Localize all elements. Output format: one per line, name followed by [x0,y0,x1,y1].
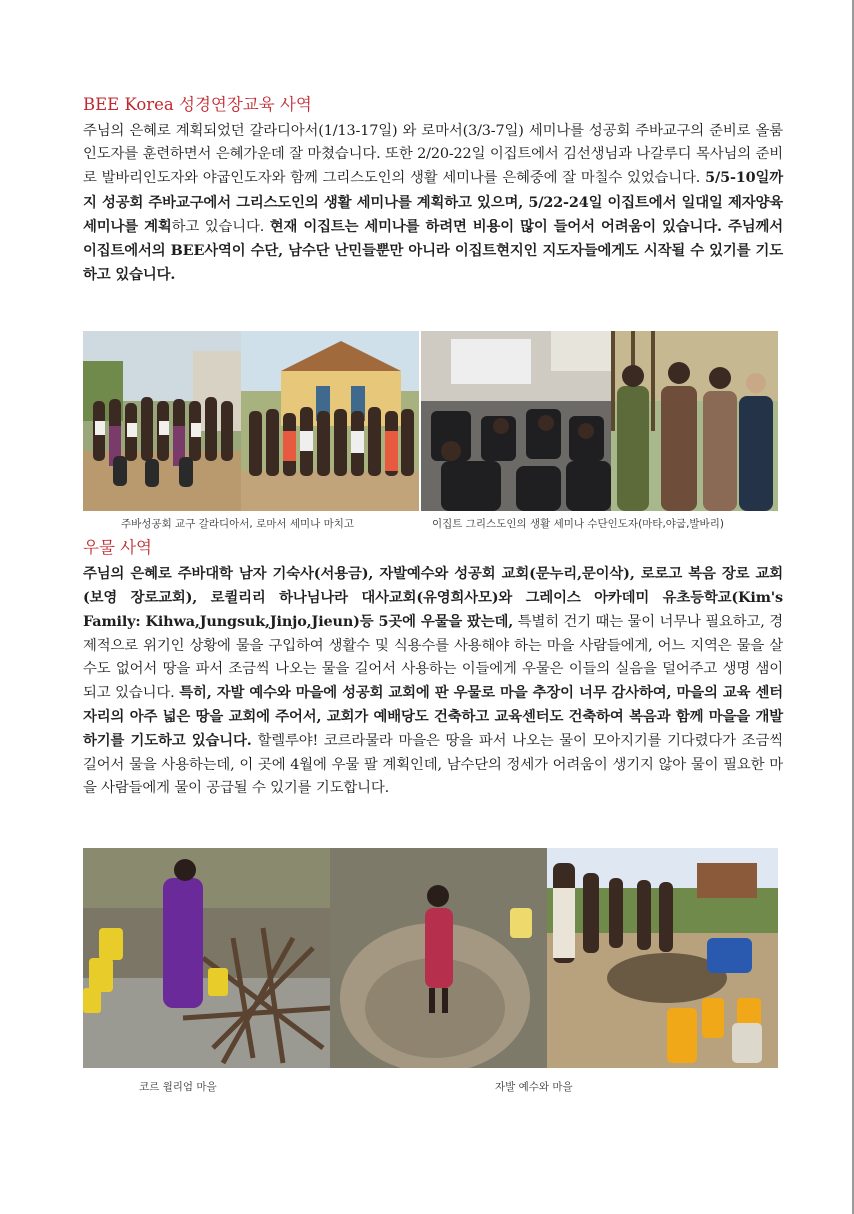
well-text-1-bold: 주님의 은혜로 주바대학 남자 기숙사(서용금), 자발예수와 성공회 교회(문누리,문이삭), 로로고 복음 장로 교회(보영 장로교회), 로퀼리리 하나님나라 대사교회(유영희사모)와 그레이스 아카데미 유초등학교(Kim's Family: Kihwa,Jungsuk,Jinjo,Jieun)등 5곳에 우물을 팠는데, [83,565,783,631]
caption-juba-seminar: 주바성공회 교구 갈라디아서, 로마서 세미나 마치고 [121,518,355,530]
caption-jabal-village: 자발 예수와 마을 [495,1081,573,1093]
bee-paragraph [83,120,783,287]
well-text-4: 할렐루야! 코르라물라 마을은 땅을 파서 나오는 물이 모아지기를 기다렸다가 조금씩 길어서 물을 사용하는데, 이 곳에 4월에 우물 팔 계획인데, 남수단의 정세가 어려움이 생기지 않아 물이 필요한 마을 사람들에게 물이 공급될 수 있기를 기도합니다. [83,733,783,796]
photo-jabal-village-well [547,848,778,1068]
photo-kor-william-well [83,848,330,1068]
caption-kor-william: 코르 윌리엄 마을 [139,1081,217,1093]
photo-egypt-seminar [421,331,611,511]
photo-girl-at-pit [330,848,547,1068]
bee-text-2-bold: 5/5-10일까지 성공회 주바교구에서 그리스도인의 생활 세미나를 계획하고 있으며, 5/22-24일 이집트에서 일대일 제자양육 세미나를 계획 [83,169,783,235]
photo-group-juba-2 [241,331,419,511]
well-paragraph [83,562,783,800]
caption-egypt-seminar: 이집트 그리스도인의 생활 세미나 수단인도자(마타,야굽,발바리) [432,518,724,530]
photo-group-juba-1 [83,331,241,511]
bee-text-4-bold: 현재 이집트는 세미나를 하려면 비용이 많이 들어서 어려움이 있습니다. 주님께서 이집트에서의 BEE사역이 수단, 남수단 난민들뿐만 아니라 이집트현지인 지도자들에게도 시작될 수 있기를 기도하고 있습니다. [83,217,783,284]
bee-text-3: 하고 있습니다. [171,218,270,235]
well-text-3-bold: 특히, 자발 예수와 마을에 성공회 교회에 판 우물로 마을 추장이 너무 감사하여, 마을의 교육 센터 자리의 아주 넓은 땅을 교회에 주어서, 교회가 예배당도 건축하고 교육센터도 건축하여 복음과 함께 마을을 개발하기를 기도하고 있습니다. [83,684,783,750]
bee-text-1: 주님의 은혜로 계획되었던 갈라디아서(1/13-17일) 와 로마서(3/3-7일) 세미나를 성공회 주바교구의 준비로 올룸인도자를 훈련하면서 은혜가운데 잘 마쳤습니다. 또한 2/20-22일 이집트에서 김선생님과 나갈루디 목사님의 준비로 발바리인도자와 야굽인도자와 함께 그리스도인의 생활 세미나를 은혜중에 잘 마칠수 있었습니다. [83,123,783,187]
photo-sudanese-leaders [611,331,778,511]
section-heading-well: 우물 사역 [83,538,153,557]
well-text-2: 특별히 건기 때는 물이 너무나 필요하고, 경제적으로 위기인 상황에 물을 구입하여 생활수 및 식용수를 사용해야 하는 마을 사람들에게, 어느 지역은 물을 살 수도 없어서 땅을 파서 조금씩 나오는 물을 길어서 사용하는 이들에게 우물은 이들의 실음을 덜어주고 생명 샘이 되고 있습니다. [83,614,783,702]
section-heading-bee: BEE Korea 성경연장교육 사역 [83,95,312,114]
